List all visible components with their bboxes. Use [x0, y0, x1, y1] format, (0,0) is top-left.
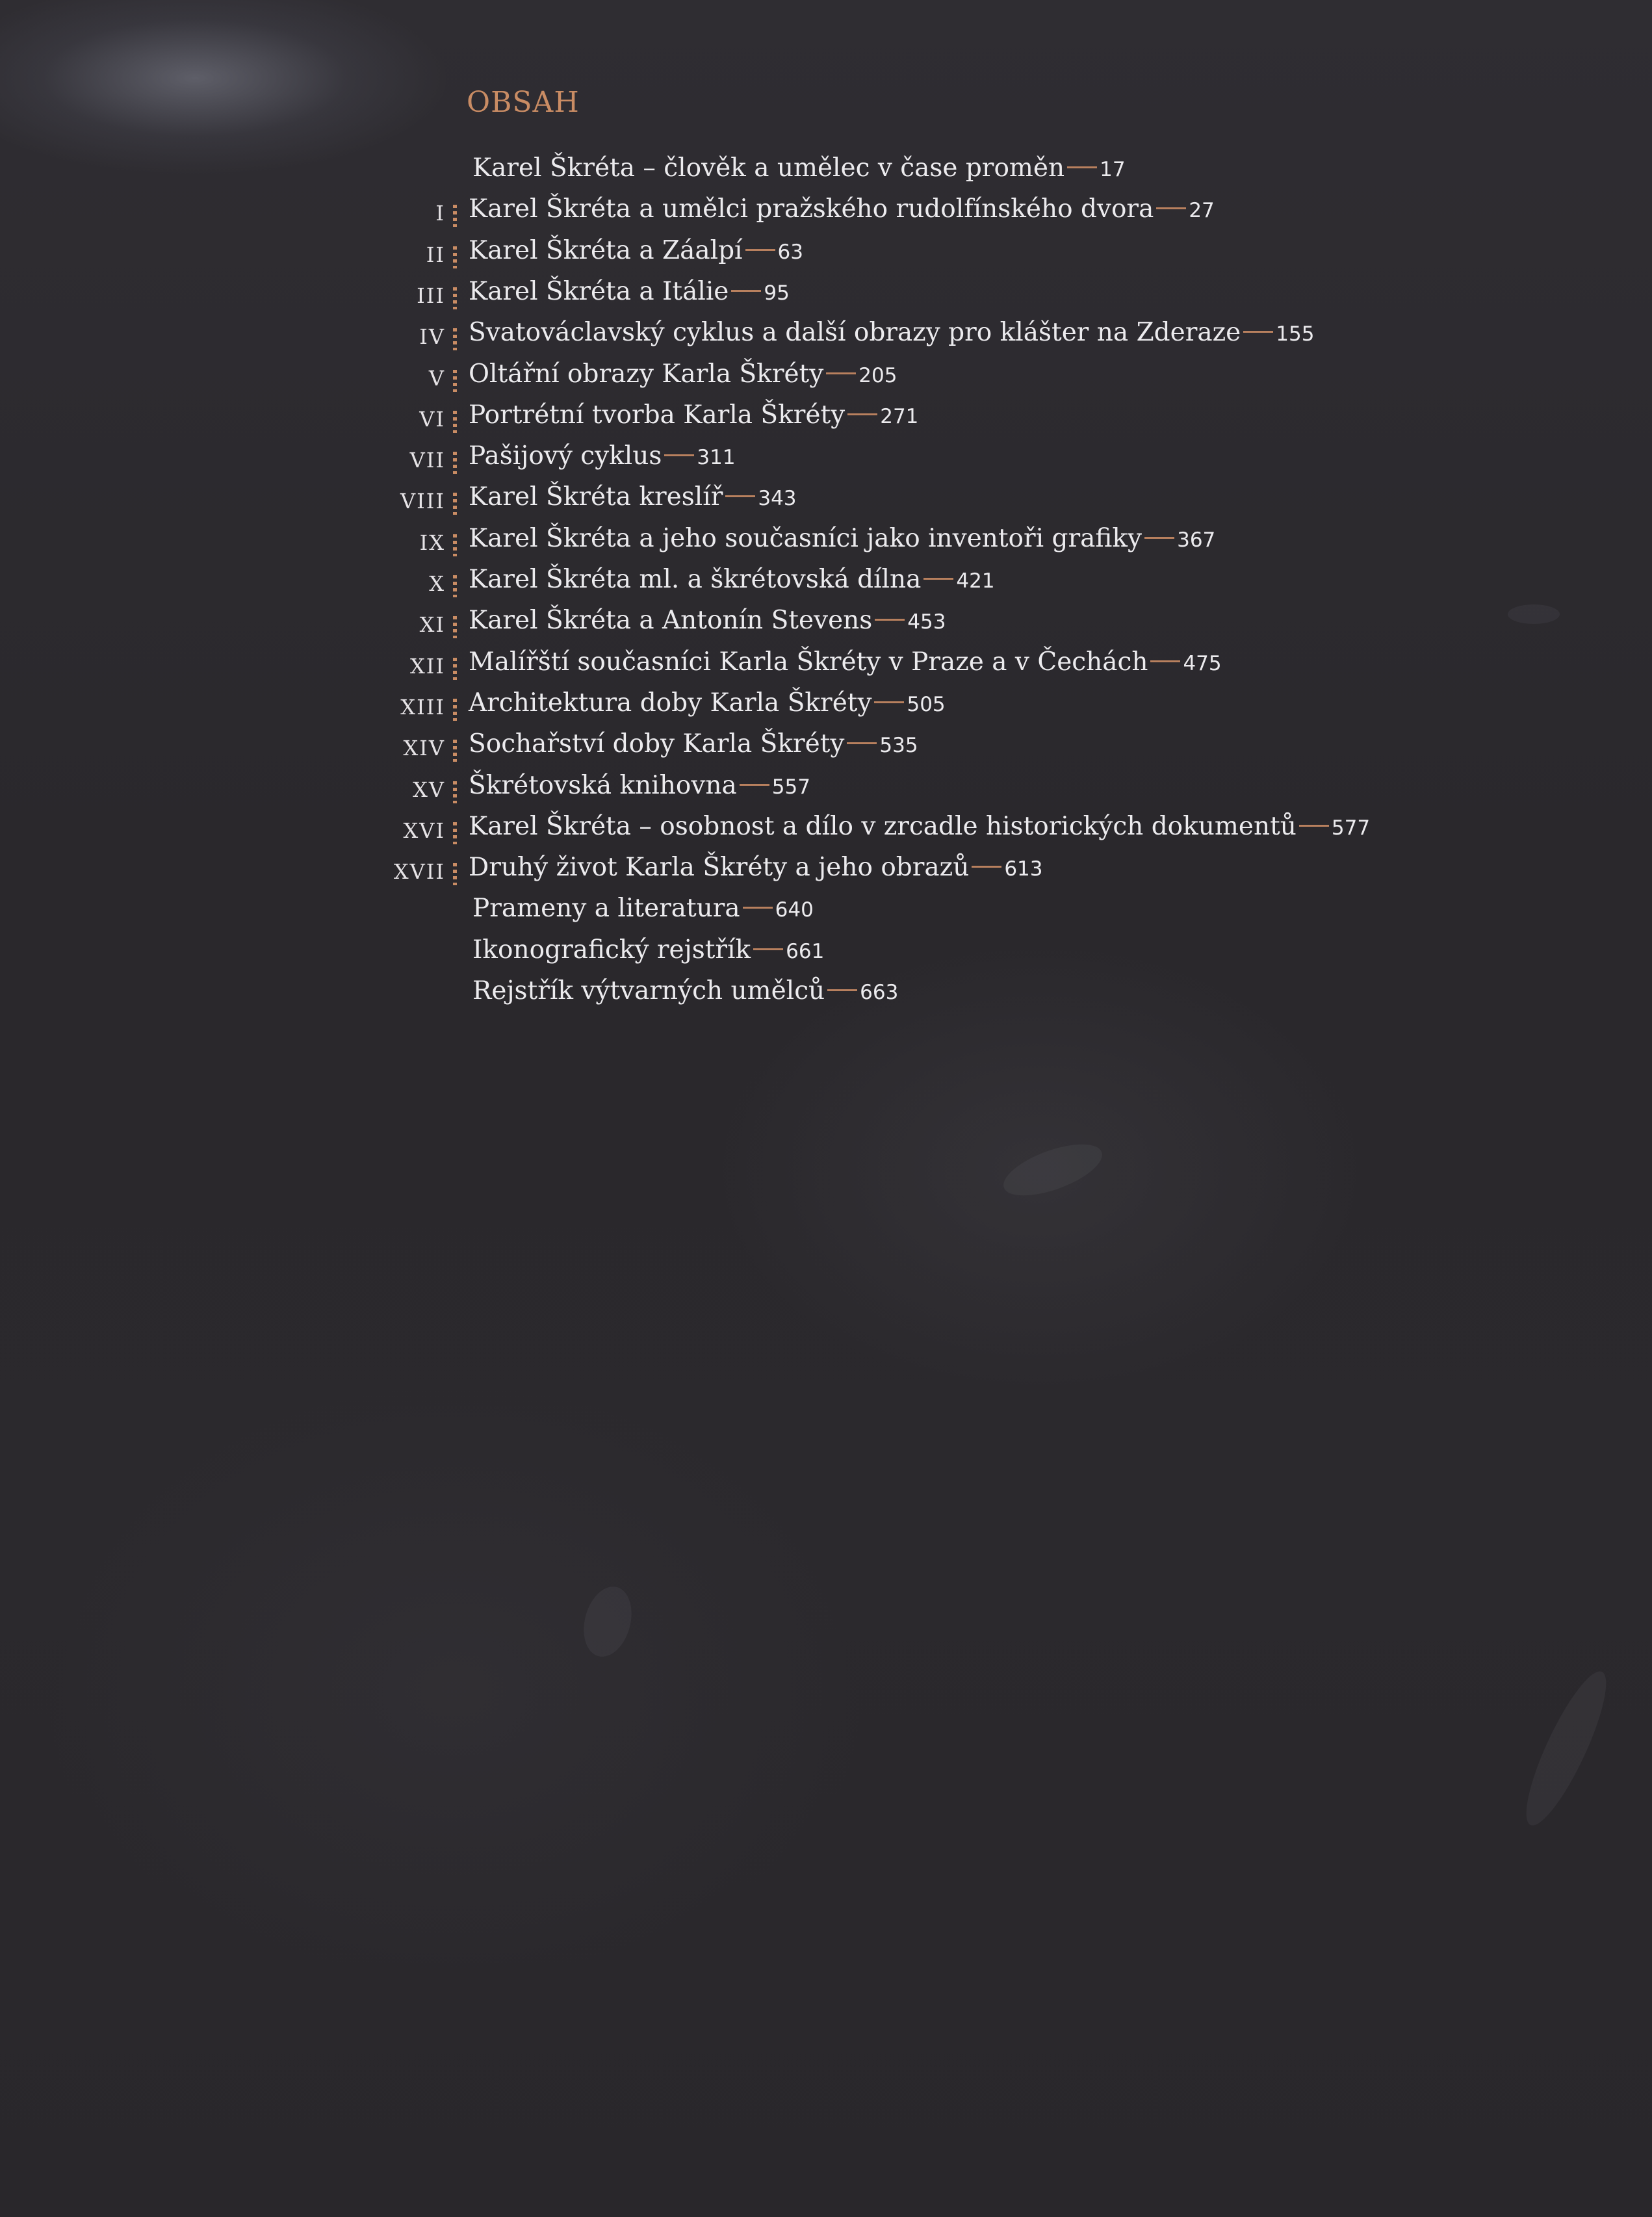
dotted-separator: [453, 658, 457, 680]
toc-entry-line: [469, 441, 736, 471]
toc-entry-line: [469, 853, 1043, 882]
toc-entry: [0, 236, 1652, 277]
page-number: 17: [1100, 158, 1126, 181]
page-dash: [1243, 331, 1273, 333]
toc-entry-line: [469, 729, 918, 758]
toc-entry-line: [469, 194, 1215, 224]
toc-entry: [0, 729, 1652, 770]
dotted-separator: [453, 534, 457, 556]
page-number: 663: [860, 981, 899, 1004]
chapter-title: Oltářní obrazy Karla Škréty: [469, 359, 824, 389]
dotted-separator: [453, 328, 457, 350]
page-dash: [1067, 166, 1097, 168]
chapter-title: Malířští současníci Karla Škréty v Praze a v Čechách: [469, 647, 1148, 677]
page-dash: [972, 866, 1001, 868]
page-dash: [847, 742, 877, 744]
chapter-title: Druhý život Karla Škréty a jeho obrazů: [469, 853, 970, 882]
chapter-numeral: VI: [419, 407, 445, 432]
page-dash: [725, 495, 755, 497]
toc-entry: [0, 277, 1652, 318]
chapter-numeral: III: [417, 283, 445, 308]
page-dash: [1299, 825, 1329, 827]
chapter-numeral: I: [435, 201, 445, 226]
page-dash: [664, 454, 694, 456]
chapter-title: Karel Škréta a Itálie: [469, 277, 729, 306]
chapter-title: Karel Škréta – člověk a umělec v čase proměn: [472, 153, 1065, 183]
chapter-numeral: X: [429, 571, 445, 596]
dotted-separator: [453, 575, 457, 597]
toc-entry: [0, 194, 1652, 235]
chapter-title: Portrétní tvorba Karla Škréty: [469, 400, 845, 430]
toc-entry-line: [469, 524, 1215, 553]
toc-entry: [0, 688, 1652, 729]
toc-entry: [0, 441, 1652, 482]
page-number: 205: [858, 364, 897, 387]
chapter-title: Karel Škréta a umělci pražského rudolfínského dvora: [469, 194, 1154, 224]
page-number: 63: [777, 240, 803, 264]
dotted-separator: [453, 699, 457, 721]
page-number: 577: [1331, 816, 1371, 840]
page-dash: [745, 249, 775, 251]
toc-entry-line: [469, 400, 918, 430]
chapter-title: Prameny a literatura: [472, 894, 740, 923]
chapter-title: Karel Škréta a Záalpí: [469, 236, 743, 265]
page-dash: [923, 578, 953, 580]
page-dash: [847, 413, 877, 415]
page-number: 505: [907, 693, 946, 716]
page-number: 367: [1177, 528, 1216, 552]
scuff-mark: [576, 1581, 639, 1662]
toc-entry-line: [469, 688, 946, 718]
chapter-title: Rejstřík výtvarných umělců: [472, 976, 825, 1005]
chapter-numeral: VII: [409, 448, 445, 473]
dotted-separator: [453, 863, 457, 885]
dotted-separator: [453, 452, 457, 474]
toc-entry: [0, 894, 1652, 935]
chapter-title: Karel Škréta kreslíř: [469, 482, 723, 512]
dotted-separator: [453, 493, 457, 515]
chapter-numeral: XI: [419, 612, 445, 637]
dotted-separator: [453, 287, 457, 309]
page-dash: [874, 701, 904, 703]
chapter-title: Svatováclavský cyklus a další obrazy pro klášter na Zderaze: [469, 318, 1241, 347]
toc-entry: [0, 606, 1652, 647]
toc-entry: [0, 771, 1652, 812]
page-dash: [731, 290, 761, 292]
page-number: 613: [1004, 857, 1043, 881]
chapter-numeral: V: [428, 366, 445, 391]
chapter-numeral: IX: [419, 530, 445, 555]
page-number: 453: [907, 610, 946, 634]
page-dash: [743, 907, 773, 909]
chapter-numeral: XVI: [403, 818, 445, 843]
toc-entry: [0, 524, 1652, 565]
toc-entry: [0, 359, 1652, 400]
toc-entry: [0, 318, 1652, 359]
page-dash: [875, 619, 905, 621]
dotted-separator: [453, 616, 457, 638]
page-number: 343: [758, 487, 797, 510]
dotted-separator: [453, 246, 457, 268]
chapter-title: Pašijový cyklus: [469, 441, 662, 471]
toc-entry: [0, 976, 1652, 1017]
chapter-numeral: XIII: [400, 695, 445, 720]
page-number: 95: [764, 281, 790, 305]
page-number: 271: [880, 405, 919, 428]
toc-entry: [0, 935, 1652, 976]
page-number: 27: [1189, 199, 1215, 222]
toc-entry-line: [469, 647, 1222, 677]
toc-entry-line: [469, 565, 995, 594]
toc-entry: [0, 647, 1652, 688]
page-dash: [753, 948, 783, 950]
dotted-separator: [453, 740, 457, 762]
page-dash: [1150, 660, 1180, 662]
dotted-separator: [453, 411, 457, 433]
chapter-title: Karel Škréta ml. a škrétovská dílna: [469, 565, 922, 594]
chapter-title: Karel Škréta – osobnost a dílo v zrcadle historických dokumentů: [469, 812, 1297, 841]
toc-entry-line: [472, 153, 1126, 183]
page-number: 535: [879, 734, 918, 757]
toc-entry-line: [469, 359, 897, 389]
toc-entry-line: [472, 976, 898, 1005]
chapter-title: Architektura doby Karla Škréty: [469, 688, 872, 718]
page-number: 475: [1183, 652, 1222, 675]
toc-entry-line: [472, 935, 824, 965]
toc-entry: [0, 812, 1652, 853]
chapter-title: Karel Škréta a jeho současníci jako inventoři grafiky: [469, 524, 1142, 553]
page-dash: [740, 784, 769, 786]
chapter-numeral: II: [426, 242, 445, 267]
page-dash: [827, 989, 857, 991]
page-dash: [1144, 537, 1174, 539]
dotted-separator: [453, 822, 457, 844]
toc-entry-line: [469, 482, 797, 512]
chapter-numeral: XIV: [403, 736, 445, 760]
chapter-numeral: XV: [413, 777, 445, 802]
dotted-separator: [453, 370, 457, 392]
toc-entry-line: [472, 894, 814, 923]
toc-entry-line: [469, 236, 803, 265]
chapter-numeral: IV: [419, 324, 445, 349]
page-number: 640: [775, 898, 814, 922]
toc-entry-line: [469, 318, 1314, 347]
dotted-separator: [453, 781, 457, 803]
chapter-numeral: XII: [409, 654, 445, 679]
page-number: 155: [1276, 322, 1315, 346]
toc-entry-line: [469, 277, 790, 306]
chapter-title: Karel Škréta a Antonín Stevens: [469, 606, 873, 635]
page-dash: [826, 372, 856, 374]
toc-entry: [0, 153, 1652, 194]
toc-entry: [0, 853, 1652, 894]
chapter-title: Sochařství doby Karla Škréty: [469, 729, 845, 758]
toc-entry-line: [469, 606, 946, 635]
toc-entry-line: [469, 771, 810, 800]
dotted-separator: [453, 205, 457, 227]
chapter-numeral: VIII: [400, 489, 445, 513]
page-number: 557: [771, 775, 810, 799]
scuff-mark: [998, 1134, 1109, 1206]
chapter-title: Ikonografický rejstřík: [472, 935, 751, 965]
page-number: 421: [956, 569, 995, 593]
toc-entry: [0, 565, 1652, 606]
toc-entry: [0, 482, 1652, 523]
page-number: 311: [697, 446, 736, 469]
page-dash: [1156, 207, 1186, 209]
scuff-mark: [1513, 1664, 1620, 1834]
chapter-numeral: XVII: [393, 859, 445, 884]
toc-title: OBSAH: [467, 86, 580, 119]
toc-entry-line: [469, 812, 1370, 841]
chapter-title: Škrétovská knihovna: [469, 771, 737, 800]
page-number: 661: [786, 940, 825, 963]
toc-entry: [0, 400, 1652, 441]
